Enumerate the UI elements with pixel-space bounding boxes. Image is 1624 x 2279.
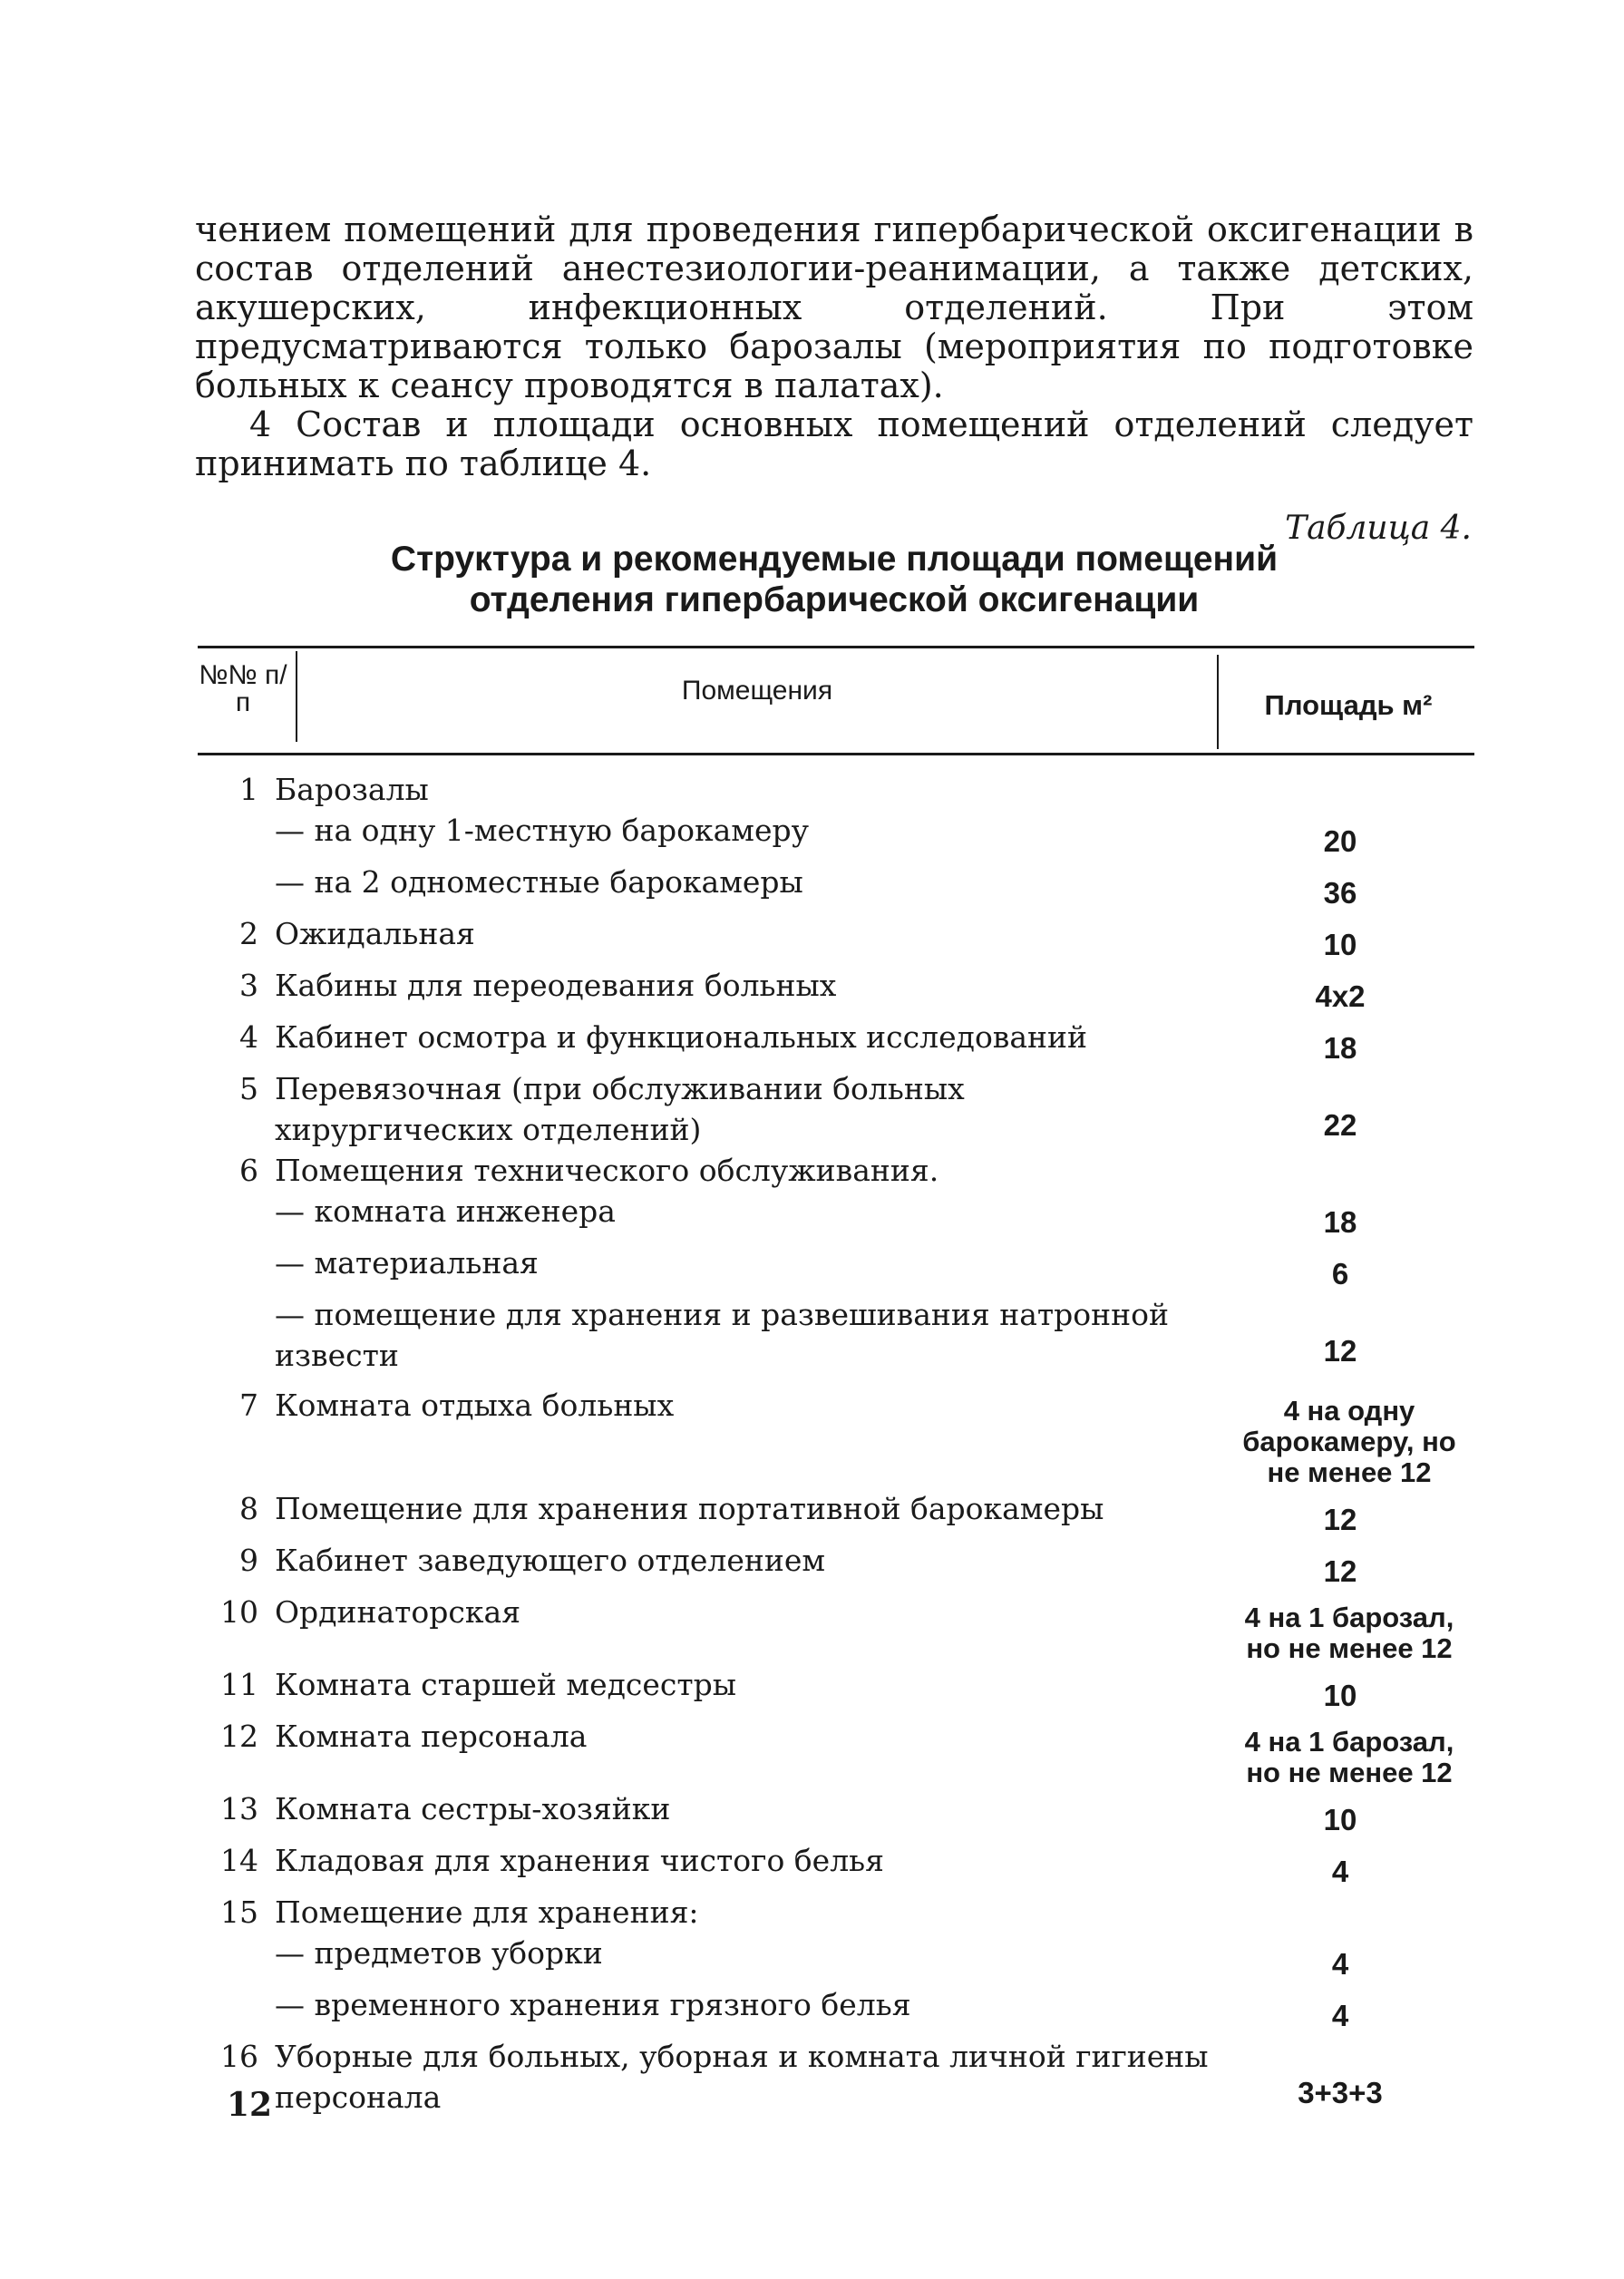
row-name: Помещение для хранения: — [275, 1894, 699, 1930]
row-area: 4 на 1 барозал, но не менее 12 — [1244, 1726, 1454, 1788]
row-number: 5 — [239, 1071, 258, 1106]
page-number: 12 — [227, 2086, 273, 2124]
table-row — [195, 2036, 1473, 2118]
header-divider-1 — [296, 651, 297, 742]
row-area: 10 — [1323, 1679, 1357, 1712]
row-area: 4 — [1331, 1947, 1349, 1981]
row-name: Кабинет осмотра и функциональных исследований — [275, 1019, 1088, 1055]
row-number: 13 — [220, 1791, 258, 1826]
table-row — [195, 1984, 1473, 2036]
row-name: Комната старшей медсестры — [275, 1667, 737, 1702]
row-name: Кабинет заведующего отделением — [275, 1543, 826, 1578]
row-area: 18 — [1323, 1031, 1357, 1065]
table-row — [195, 1716, 1473, 1788]
row-number: 14 — [220, 1843, 258, 1878]
row-name: — на 2 одноместные барокамеры — [275, 864, 803, 900]
table-row — [195, 1840, 1473, 1892]
row-number: 2 — [239, 916, 258, 951]
row-area: 20 — [1323, 824, 1357, 858]
row-name: — на одну 1-местную барокамеру — [275, 813, 810, 848]
table-row — [195, 1540, 1473, 1592]
row-name: Уборные для больных, уборная и комната личной гигиены персонала — [275, 2039, 1209, 2115]
intro-text — [195, 210, 1473, 483]
row-number: 4 — [239, 1019, 258, 1055]
row-name: — материальная — [275, 1245, 539, 1281]
table-row — [195, 1294, 1473, 1376]
row-name: Помещения технического обслуживания. — [275, 1153, 939, 1188]
row-number: 10 — [220, 1594, 258, 1630]
row-name: Помещение для хранения портативной барокамеры — [275, 1491, 1104, 1526]
intro-paragraph-2: 4 Состав и площади основных помещений отделений следует принимать по таблице 4. — [195, 404, 1473, 483]
row-name: Кладовая для хранения чистого белья — [275, 1843, 884, 1878]
row-name: Ожидальная — [275, 916, 475, 951]
row-area: 4 — [1331, 1999, 1349, 2032]
table-row — [195, 1788, 1473, 1840]
row-name: — предметов уборки — [275, 1935, 603, 1971]
row-name: Комната сестры-хозяйки — [275, 1791, 671, 1826]
row-name: Ординаторская — [275, 1594, 521, 1630]
table-caption-line-2: отделения гипербарической оксигенации — [469, 580, 1200, 619]
row-name: Комната отдыха больных — [275, 1388, 675, 1423]
row-number: 15 — [220, 1894, 258, 1930]
table-caption-line-1: Структура и рекомендуемые площади помещений — [390, 540, 1279, 579]
table-caption — [195, 539, 1473, 620]
row-area: 6 — [1331, 1257, 1349, 1290]
row-number: 16 — [220, 2039, 258, 2074]
row-number: 8 — [239, 1491, 258, 1526]
table-header-bottom-rule — [198, 753, 1474, 755]
row-number: 11 — [220, 1667, 258, 1702]
table-row — [195, 1150, 1473, 1191]
header-area: Площадь м² — [1264, 689, 1433, 721]
row-area — [1209, 1892, 1472, 1903]
table-label: Таблица 4. — [1285, 510, 1472, 547]
table-row — [195, 810, 1473, 862]
row-name: — временного хранения грязного белья — [275, 1987, 911, 2022]
table-row — [195, 1933, 1473, 1984]
row-area: 12 — [1323, 1554, 1357, 1588]
row-area: 4 на 1 барозал, но не менее 12 — [1244, 1602, 1454, 1664]
row-name: Перевязочная (при обслуживании больных хирургических отделений) — [275, 1071, 965, 1147]
row-area: 18 — [1323, 1205, 1357, 1239]
table-row — [195, 1664, 1473, 1716]
table-top-rule — [198, 646, 1474, 648]
row-number: 9 — [239, 1543, 258, 1578]
row-area: 4 на одну барокамеру, но не менее 12 — [1242, 1395, 1456, 1488]
table-row — [195, 1892, 1473, 1933]
header-divider-2 — [1217, 655, 1219, 749]
table-row — [195, 1242, 1473, 1294]
row-number: 1 — [239, 772, 258, 807]
row-name: — комната инженера — [275, 1193, 616, 1229]
table-row — [195, 1385, 1473, 1488]
table-row — [195, 862, 1473, 913]
row-name: Кабины для переодевания больных — [275, 968, 837, 1003]
row-name: Барозалы — [275, 772, 429, 807]
row-area: 10 — [1323, 928, 1357, 961]
table-row — [195, 1191, 1473, 1242]
header-rooms: Помещения — [681, 676, 833, 706]
row-area: 12 — [1323, 1503, 1357, 1536]
row-area: 3+3+3 — [1298, 2076, 1383, 2109]
table-row — [195, 1488, 1473, 1540]
table-row — [195, 1592, 1473, 1664]
row-name: — помещение для хранения и развешивания натронной извести — [275, 1297, 1169, 1373]
row-name: Комната персонала — [275, 1719, 588, 1754]
row-area: 12 — [1323, 1334, 1357, 1368]
row-number: 12 — [220, 1719, 258, 1754]
table-row — [195, 769, 1473, 810]
row-area: 10 — [1323, 1803, 1357, 1836]
table-row — [195, 913, 1473, 965]
table-row — [195, 1068, 1473, 1150]
row-area: 22 — [1323, 1108, 1357, 1142]
table-row — [195, 1017, 1473, 1068]
row-number: 3 — [239, 968, 258, 1003]
row-area — [1209, 1150, 1472, 1161]
table-row — [195, 965, 1473, 1017]
row-area: 4х2 — [1315, 979, 1366, 1013]
header-number: №№ п/п — [199, 660, 287, 717]
row-area: 4 — [1331, 1855, 1349, 1888]
row-area — [1209, 769, 1472, 780]
row-number: 7 — [239, 1388, 258, 1423]
row-area: 36 — [1323, 876, 1357, 910]
intro-paragraph-1: чением помещений для проведения гипербарической оксигенации в состав отделений анестезиологии-реанимации, а также детских, акушерских, инфекционных отделений. При этом предусматриваются только барозалы (мероприятия по подготовке больных к сеансу проводятся в палатах). — [195, 209, 1473, 405]
table-body — [195, 769, 1473, 2118]
row-number: 6 — [239, 1153, 258, 1188]
